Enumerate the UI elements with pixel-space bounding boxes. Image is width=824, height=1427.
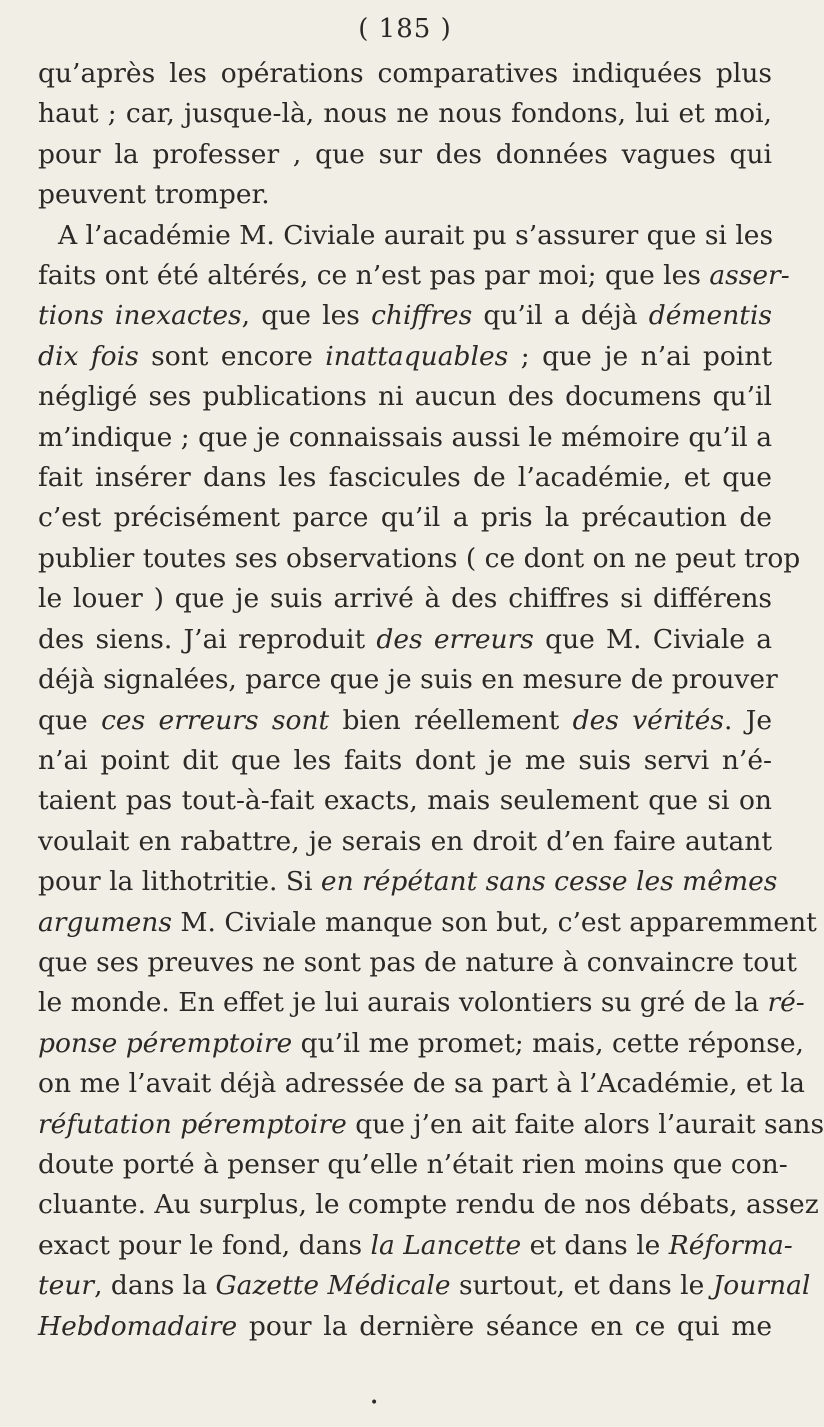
text-line xyxy=(38,1226,793,1266)
text-line xyxy=(38,579,772,619)
text-line xyxy=(38,781,772,821)
text-run: . Je xyxy=(723,704,773,736)
text-run: haut ; car, jusque-là, nous ne nous fondons, lui et moi, xyxy=(38,98,772,130)
italic-run: tions inexactes xyxy=(38,300,242,332)
text-run: qu’il a déjà xyxy=(472,300,649,332)
italic-run: asser- xyxy=(709,260,790,292)
text-line xyxy=(38,1105,824,1145)
italic-run: ponse péremptoire xyxy=(38,1027,293,1059)
text-run: déjà signalées, parce que je suis en mesure de prouver xyxy=(38,664,778,696)
body-text xyxy=(38,54,824,1347)
text-line xyxy=(38,1024,804,1064)
text-run: exact pour le fond, dans xyxy=(38,1229,371,1261)
text-line xyxy=(38,983,805,1023)
italic-run: des erreurs xyxy=(376,623,534,655)
text-line xyxy=(38,862,778,902)
italic-run: la Lancette xyxy=(370,1229,522,1261)
text-run: peuvent tromper. xyxy=(38,179,270,211)
text-line xyxy=(38,1185,819,1225)
text-run: n’ai point dit que les faits dont je me suis servi n’é- xyxy=(38,744,772,776)
text-line xyxy=(38,943,797,983)
text-run: qu’après les opérations comparatives indiquées plus xyxy=(38,58,772,89)
text-line xyxy=(38,1145,788,1185)
text-run: on me l’avait déjà adressée de sa part à l’Académie, et la xyxy=(38,1068,805,1100)
text-line xyxy=(38,620,772,660)
text-line xyxy=(38,1307,772,1347)
text-run: ; que je n’ai point xyxy=(508,340,772,372)
text-run: qu’il me promet; mais, cette réponse, xyxy=(292,1027,804,1059)
text-run: bien réellement xyxy=(329,704,573,736)
text-line xyxy=(38,1064,805,1104)
italic-run: argumens xyxy=(38,906,172,938)
italic-run: chiffres xyxy=(371,300,473,332)
text-run: , que les xyxy=(241,300,372,332)
text-run: doute porté à penser qu’elle n’était rien moins que con- xyxy=(38,1148,788,1180)
page-number: ( 185 ) xyxy=(358,14,452,44)
text-line xyxy=(38,822,772,862)
text-line xyxy=(38,903,817,943)
italic-run: Hebdomadaire xyxy=(38,1310,238,1342)
text-line xyxy=(38,296,772,336)
text-run: pour la dernière séance en ce qui me xyxy=(237,1310,772,1342)
text-line xyxy=(38,175,772,215)
text-run: et dans le xyxy=(521,1229,669,1261)
italic-run: inattaquables xyxy=(325,340,509,372)
text-line xyxy=(38,256,790,296)
text-run: voulait en rabattre, je serais en droit d’en faire autant xyxy=(38,825,772,857)
text-run: M. Civiale manque son but, c’est apparemment xyxy=(171,906,817,938)
text-run: m’indique ; que je connaissais aussi le mémoire qu’il a xyxy=(38,421,772,453)
italic-run: Journal xyxy=(712,1270,811,1302)
text-line xyxy=(38,337,772,377)
text-line xyxy=(38,216,772,256)
text-run: que ses preuves ne sont pas de nature à convaincre tout xyxy=(38,946,797,978)
text-line xyxy=(38,377,772,417)
text-run: c’est précisément parce qu’il a pris la précaution de xyxy=(38,502,772,534)
text-run: cluante. Au surplus, le compte rendu de nos débats, assez xyxy=(38,1189,819,1221)
text-run: des siens. J’ai reproduit xyxy=(38,623,377,655)
text-line xyxy=(38,418,772,458)
text-run: pour la lithotritie. Si xyxy=(38,866,321,898)
italic-run: ces erreurs sont xyxy=(101,704,330,736)
text-run: publier toutes ses observations ( ce dont on ne peut trop xyxy=(38,542,801,574)
text-run: , dans la xyxy=(94,1270,216,1302)
italic-run: des vérités xyxy=(572,704,724,736)
text-line xyxy=(38,701,772,741)
text-run: surtout, et dans le xyxy=(450,1270,713,1302)
text-run: que M. Civiale a xyxy=(533,623,772,655)
text-line xyxy=(38,539,801,579)
italic-run: ré- xyxy=(767,987,805,1019)
text-run: que xyxy=(38,704,102,736)
text-line xyxy=(38,1266,811,1306)
text-run: taient pas tout-à-fait exacts, mais seulement que si on xyxy=(38,785,772,817)
text-run: le monde. En effet je lui aurais volontiers su gré de la xyxy=(38,987,768,1019)
text-line xyxy=(38,498,772,538)
text-run: fait insérer dans les fascicules de l’académie, et que xyxy=(38,462,772,494)
footer-mark: • xyxy=(370,1395,379,1411)
italic-run: en répétant sans cesse les mêmes xyxy=(320,866,778,898)
text-line xyxy=(38,54,772,94)
text-line xyxy=(38,660,778,700)
text-line xyxy=(38,458,772,498)
text-line xyxy=(38,94,772,134)
text-line xyxy=(38,135,772,175)
italic-run: teur xyxy=(38,1270,95,1302)
italic-run: Réforma- xyxy=(668,1229,793,1261)
text-run: pour la professer , que sur des données vagues qui xyxy=(38,138,772,170)
italic-run: dix fois xyxy=(38,340,139,372)
text-line xyxy=(38,741,772,781)
text-run: que j’en ait faite alors l’aurait sans xyxy=(346,1108,824,1140)
italic-run: démentis xyxy=(648,300,773,332)
italic-run: réfutation péremptoire xyxy=(38,1108,347,1140)
italic-run: Gazette Médicale xyxy=(215,1270,451,1302)
text-run: faits ont été altérés, ce n’est pas par moi; que les xyxy=(38,260,710,292)
text-run: le louer ) que je suis arrivé à des chiffres si différens xyxy=(38,583,772,615)
text-run: négligé ses publications ni aucun des documens qu’il xyxy=(38,381,772,413)
text-run: A l’académie M. Civiale aurait pu s’assurer que si les xyxy=(58,219,774,251)
text-run: sont encore xyxy=(138,340,326,372)
